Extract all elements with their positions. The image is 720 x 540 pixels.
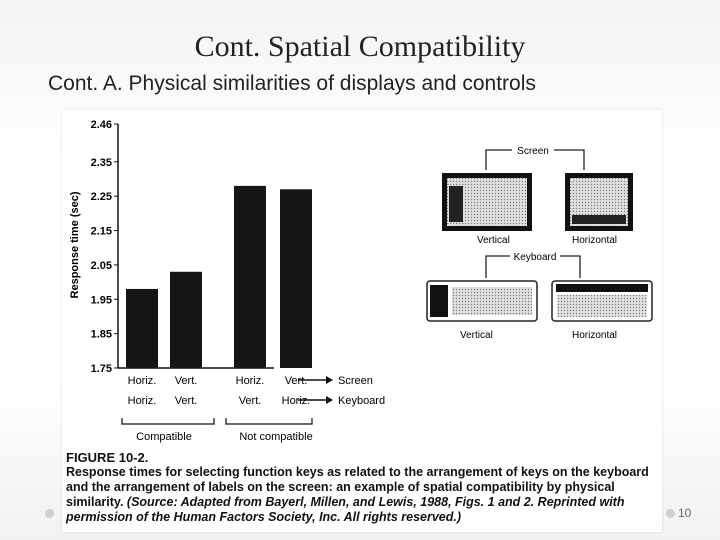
slide-title: Cont. Spatial Compatibility — [194, 30, 526, 63]
keyboard-row-label: Keyboard — [338, 395, 386, 407]
x-label-keyboard: Vert. — [238, 395, 262, 407]
not-compatible-label: Not compatible — [239, 431, 313, 443]
footer-dot-right — [666, 509, 675, 518]
bar — [170, 272, 202, 368]
slide-subtitle: Cont. A. Physical similarities of displays and controls — [48, 72, 536, 95]
vertical-screen-label: Vertical — [477, 235, 510, 246]
figure-number: FIGURE 10-2. — [66, 450, 149, 465]
x-label-screen: Vert. — [284, 375, 308, 387]
y-tick-label: 1.95 — [90, 294, 112, 307]
screen-row-label: Screen — [338, 375, 373, 387]
x-label-screen: Horiz. — [235, 375, 265, 387]
vertical-keyboard-label: Vertical — [460, 330, 493, 341]
figure-scan — [62, 110, 662, 532]
keyboard-heading: Keyboard — [513, 252, 557, 263]
not-compatible-bracket — [226, 418, 312, 424]
y-tick-label: 1.85 — [90, 328, 112, 341]
bar — [280, 189, 312, 368]
bar — [234, 186, 266, 368]
caption-source: (Source: Adapted from Bayerl, Millen, and Lewis, 1988, Figs. 1 and 2. Reprinted with permission of the Human Factors Society, Inc. All rights reserved.) — [66, 495, 625, 524]
bars — [126, 186, 312, 368]
vertical-screen — [442, 173, 532, 231]
figure-caption — [66, 450, 654, 525]
horizontal-screen-label: Horizontal — [572, 235, 618, 246]
horizontal-keyboard-label: Horizontal — [572, 330, 618, 341]
y-tick-label: 2.35 — [90, 156, 112, 169]
footer-dot-left — [45, 509, 54, 518]
screen-keyboard-diagram — [422, 138, 662, 378]
y-tick-label: 2.46 — [90, 119, 112, 131]
caption-text: Response times for selecting function keys as related to the arrangement of keys on the keyboard and the arrangement of labels on the screen: an example of spatial compatibility by physical similarity. — [66, 465, 649, 509]
compatible-label: Compatible — [136, 431, 192, 443]
x-label-screen: Vert. — [174, 375, 198, 387]
x-label-keyboard: Horiz. — [281, 395, 311, 407]
page-number: 10 — [678, 506, 692, 520]
x-label-keyboard: Vert. — [174, 395, 198, 407]
y-tick-label: 2.25 — [90, 191, 112, 204]
caption-body — [66, 465, 654, 525]
compatible-bracket — [122, 418, 214, 424]
y-tick-label: 2.15 — [90, 225, 112, 238]
y-tick-label: 1.75 — [90, 363, 112, 375]
screen-heading: Screen — [517, 146, 549, 157]
x-label-keyboard: Horiz. — [127, 395, 157, 407]
bar-chart — [62, 110, 402, 450]
keyboard-arrow-head — [326, 396, 333, 404]
y-tick-label: 2.05 — [90, 259, 112, 272]
horizontal-screen — [565, 173, 633, 231]
bar — [126, 289, 158, 368]
x-label-screen: Horiz. — [127, 375, 157, 387]
vertical-keyboard — [427, 281, 537, 321]
x-labels — [128, 375, 311, 407]
y-axis-label: Response time (sec) — [69, 191, 81, 299]
screen-arrow-head — [326, 376, 333, 384]
horizontal-keyboard — [552, 281, 652, 321]
